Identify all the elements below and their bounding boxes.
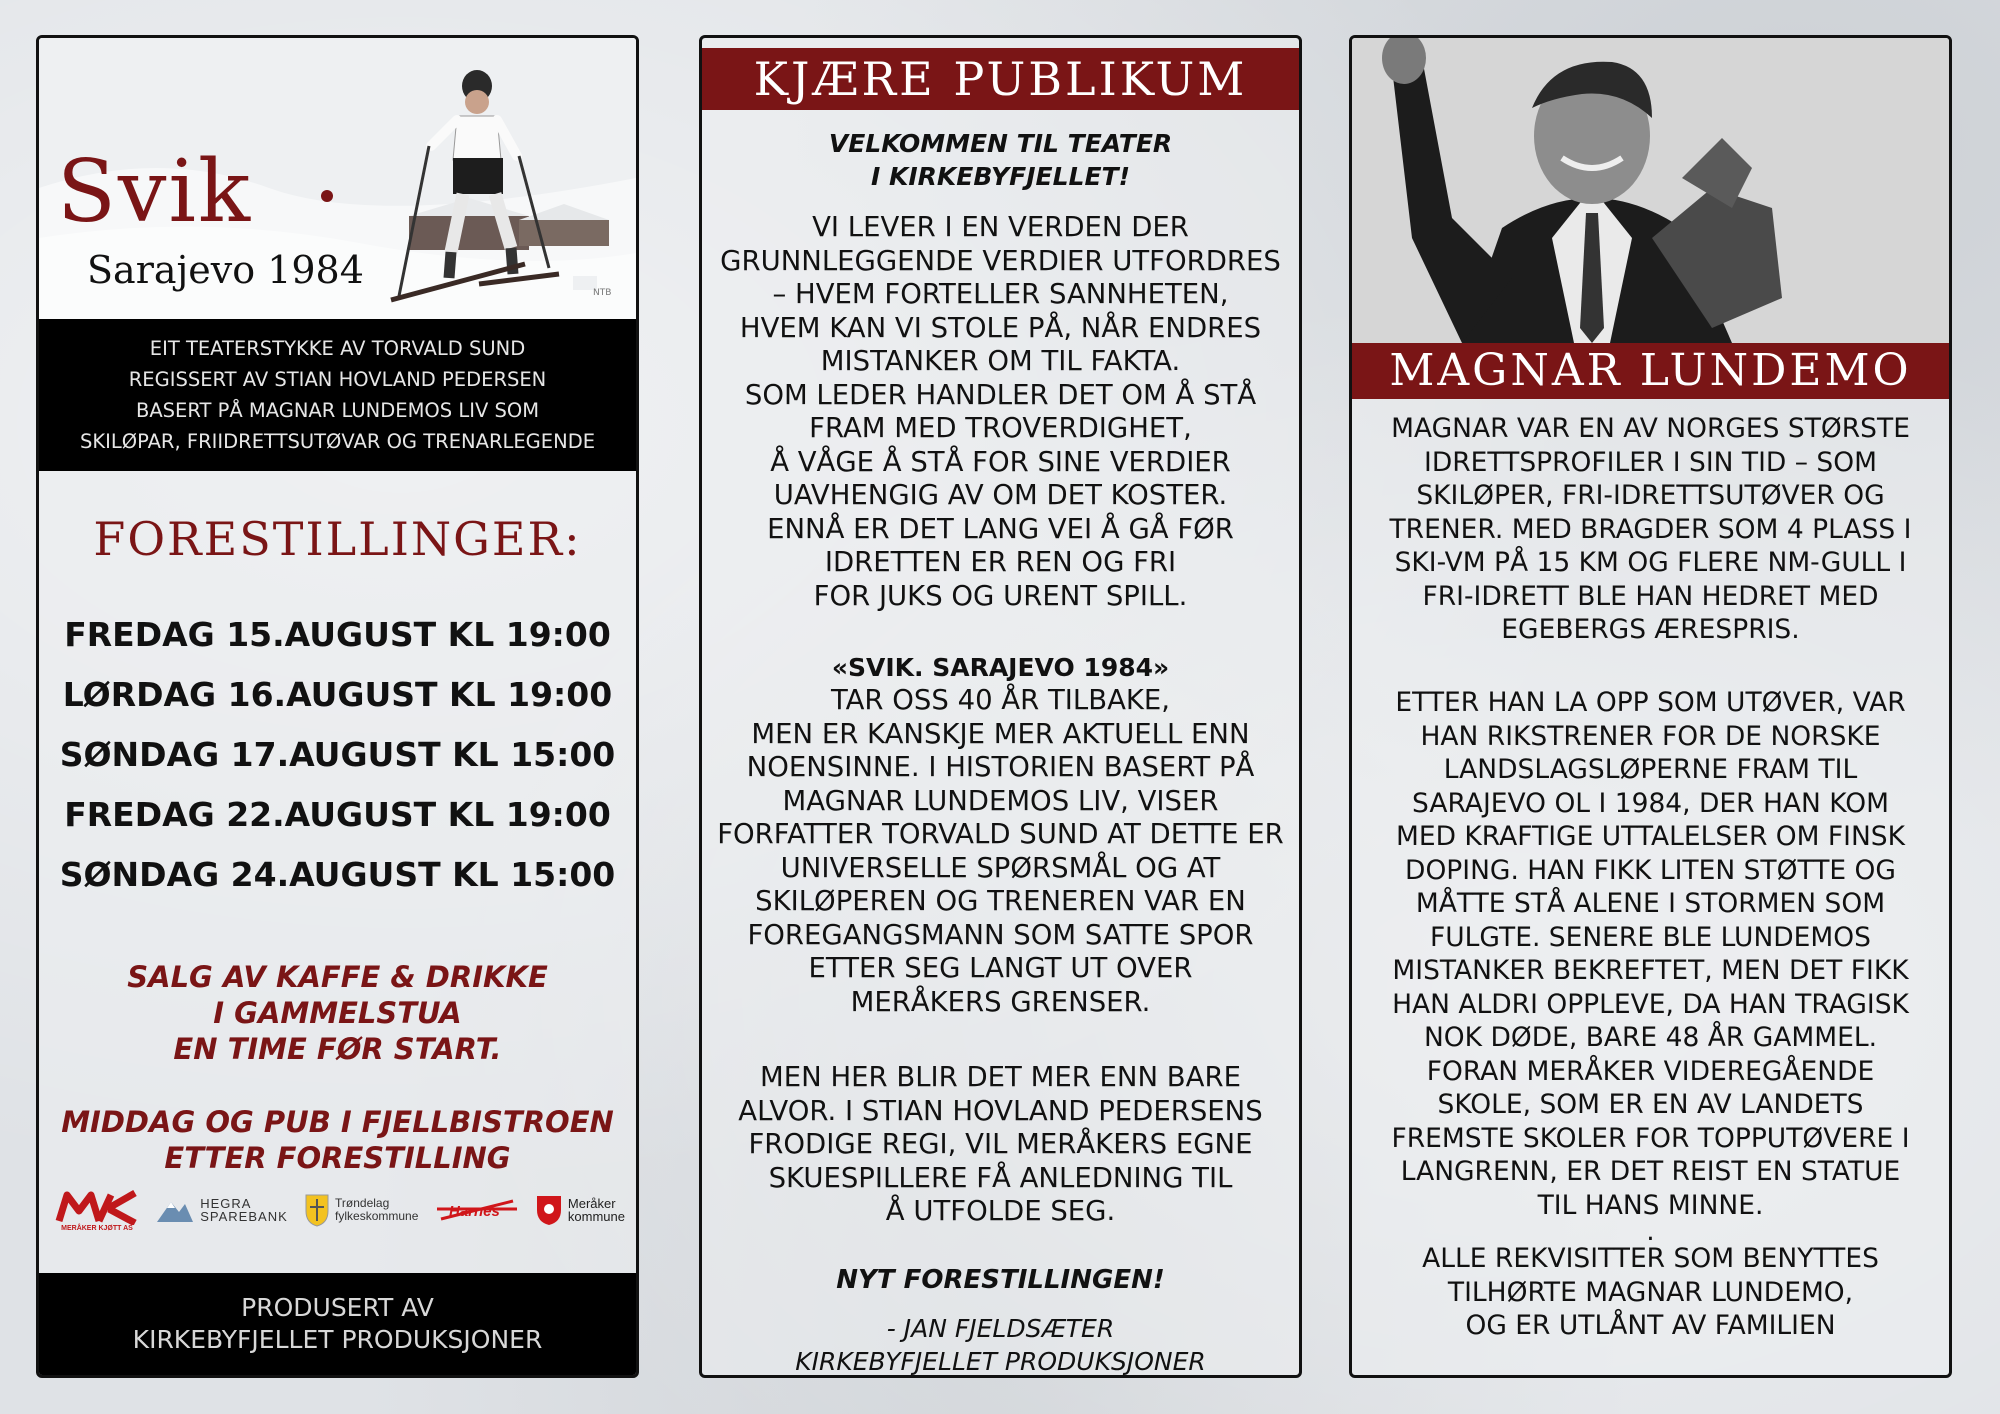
right-panel [1349, 35, 1952, 1378]
text-line: HAN RIKSTRENER FOR DE NORSKE [1420, 720, 1881, 752]
paragraph-direction [702, 1061, 1299, 1229]
text-line: – HVEM FORTELLER SANNHETEN, [772, 278, 1229, 310]
sponsor-name: Meråker [567, 1196, 616, 1211]
sponsor-name: SPAREBANK [200, 1209, 288, 1224]
text-line: SKI-VM PÅ 15 KM OG FLERE NM-GULL I [1394, 547, 1907, 578]
harnes-logo [435, 1195, 519, 1225]
text-line: TAR OSS 40 ÅR TILBAKE, [830, 684, 1171, 716]
text-line: FULGTE. SENERE BLE LUNDEMOS [1430, 921, 1871, 953]
text-line: MEN ER KANSKJE MER AKTUELL ENN [751, 717, 1250, 750]
text-line: Å UTFOLDE SEG. [885, 1195, 1116, 1227]
text-line: NOENSINNE. I HISTORIEN BASERT PÅ [746, 751, 1255, 783]
text-line: SKILØPER, FRI-IDRETTSUTØVER OG [1416, 480, 1885, 511]
text-line: SKOLE, SOM ER EN AV LANDETS [1437, 1089, 1864, 1120]
performances-heading: FORESTILLINGER: [93, 512, 582, 566]
play-quote-title: «SVIK. SARAJEVO 1984» [831, 653, 1170, 682]
title-dot [321, 190, 333, 202]
text-line: DOPING. HAN FIKK LITEN STØTTE OG [1405, 854, 1896, 886]
text-line: MAGNAR VAR EN AV NORGES STØRSTE [1391, 413, 1910, 444]
text-line: MÅTTE STÅ ALENE I STORMEN SOM [1415, 888, 1886, 919]
intro-line: VELKOMMEN TIL TEATER [828, 129, 1173, 158]
meraker-kjott-logo [55, 1189, 139, 1232]
text-line: HAN ALDRI OPPLEVE, DA HAN TRAGISK [1392, 988, 1909, 1020]
text-line: FREMSTE SKOLER FOR TOPPUTØVERE I [1391, 1122, 1910, 1154]
photo-credit: NTB [593, 288, 612, 298]
lundemo-photo [1352, 38, 1949, 343]
text-line: LANGRENN, ER DET REIST EN STATUE [1400, 1156, 1901, 1187]
text-line: UAVHENGIG AV OM DET KOSTER. [773, 479, 1228, 511]
producer-line: KIRKEBYFJELLET PRODUKSJONER [132, 1325, 543, 1354]
text-line: TIL HANS MINNE. [1537, 1189, 1764, 1221]
middle-panel [699, 35, 1302, 1378]
text-line: FORAN MERÅKER VIDEREGÅENDE [1426, 1055, 1875, 1087]
credit-line: EIT TEATERSTYKKE AV TORVALD SUND [149, 337, 526, 360]
text-line: ENNÅ ER DET LANG VEI Å GÅ FØR [767, 512, 1234, 545]
play-title: Svik [57, 142, 253, 242]
text-line: FRI-IDRETT BLE HAN HEDRET MED [1422, 580, 1879, 612]
text-line: IDRETTEN ER REN OG FRI [824, 546, 1177, 578]
dinner-line: MIDDAG OG PUB I FJELLBISTROEN [61, 1105, 614, 1139]
text-line: LANDSLAGSLØPERNE FRAM TIL [1443, 754, 1858, 785]
harnes-icon [435, 1195, 519, 1225]
credit-line: SKILØPAR, FRIIDRETTSUTØVAR OG TRENARLEGENDE [79, 430, 596, 453]
text-line: Å VÅGE Å STÅ FOR SINE VERDIER [770, 445, 1231, 478]
text-line: FOR JUKS OG URENT SPILL. [813, 579, 1188, 612]
text-line: FRAM MED TROVERDIGHET, [809, 412, 1192, 444]
cafe-info [39, 959, 636, 1067]
text-line: MERÅKERS GRENSER. [850, 985, 1151, 1018]
performance-date: FREDAG 22.AUGUST KL 19:00 [64, 795, 611, 834]
performance-date: SØNDAG 17.AUGUST KL 15:00 [59, 735, 616, 774]
welcome-intro [702, 127, 1299, 193]
poster-hero [39, 38, 636, 319]
text-line: VI LEVER I EN VERDEN DER [812, 211, 1189, 243]
cafe-line: I GAMMELSTUA [213, 996, 462, 1030]
text-line: TRENER. MED BRAGDER SOM 4 PLASS I [1389, 513, 1912, 545]
sponsor-name: Harnes [448, 1203, 500, 1220]
text-line: EGEBERGS ÆRESPRIS. [1501, 614, 1800, 645]
text-line: MISTANKER OM TIL FAKTA. [820, 345, 1181, 377]
text-line: FORFATTER TORVALD SUND AT DETTE ER [717, 818, 1284, 850]
shield-icon [304, 1193, 330, 1227]
mk-icon [55, 1189, 139, 1225]
shield-icon [535, 1194, 563, 1226]
cafe-line: EN TIME FØR START. [173, 1032, 502, 1066]
text-line: UNIVERSELLE SPØRSMÅL OG AT [780, 851, 1221, 884]
text-line: TILHØRTE MAGNAR LUNDEMO, [1447, 1276, 1854, 1308]
text-line: NOK DØDE, BARE 48 ÅR GAMMEL. [1423, 1022, 1878, 1053]
sponsor-name: fylkeskommune [335, 1209, 419, 1223]
paragraph-values [702, 211, 1299, 613]
text-line: IDRETTSPROFILER I SIN TID – SOM [1424, 446, 1877, 478]
text-line: MED KRAFTIGE UTTALELSER OM FINSK [1395, 821, 1906, 852]
sponsor-name: HEGRA [200, 1196, 252, 1211]
cafe-line: SALG AV KAFFE & DRIKKE [127, 960, 548, 994]
text-line: MISTANKER BEKREFTET, MEN DET FIKK [1392, 955, 1909, 986]
portrait-photo [1352, 38, 1949, 343]
producer-line: PRODUSERT AV [241, 1293, 434, 1322]
sponsor-logos [55, 1181, 625, 1239]
sponsor-name: MERÅKER KJØTT AS [61, 1224, 133, 1232]
performance-list [39, 610, 636, 910]
text-line: FRODIGE REGI, VIL MERÅKERS EGNE [748, 1128, 1253, 1160]
play-subtitle: Sarajevo 1984 [87, 248, 364, 292]
text-line: SKILØPEREN OG TRENEREN VAR EN [755, 885, 1246, 917]
text-line: HVEM KAN VI STOLE PÅ, NÅR ENDRES [739, 311, 1262, 344]
intro-line: I KIRKEBYFJELLET! [870, 162, 1131, 191]
signature [702, 1312, 1299, 1378]
text-line: MEN HER BLIR DET MER ENN BARE [760, 1061, 1241, 1093]
signature-line: - JAN FJELDSÆTER [886, 1314, 1115, 1343]
performance-date: LØRDAG 16.AUGUST KL 19:00 [62, 675, 613, 714]
welcome-heading: KJÆRE PUBLIKUM [702, 48, 1299, 110]
paragraph-play [702, 684, 1299, 1019]
producer-band [39, 1273, 636, 1375]
text-line: ALVOR. I STIAN HOVLAND PEDERSENS [738, 1094, 1263, 1127]
trondelag-fylkeskommune-logo [304, 1193, 418, 1227]
text-line: FOREGANGSMANN SOM SATTE SPOR [747, 918, 1254, 951]
left-panel [36, 35, 639, 1378]
credit-line: BASERT PÅ MAGNAR LUNDEMOS LIV SOM [135, 399, 540, 422]
lundemo-heading: MAGNAR LUNDEMO [1352, 343, 1949, 399]
meraker-kommune-logo [535, 1194, 625, 1226]
dinner-info [39, 1104, 636, 1176]
text-line: OG ER UTLÅNT AV FAMILIEN [1465, 1310, 1836, 1341]
performance-date: SØNDAG 24.AUGUST KL 15:00 [59, 855, 616, 894]
separator-dot: . [1646, 1216, 1655, 1247]
signature-line: KIRKEBYFJELLET PRODUKSJONER [795, 1347, 1206, 1376]
text-line: SOM LEDER HANDLER DET OM Å STÅ [744, 378, 1257, 411]
text-line: GRUNNLEGGENDE VERDIER UTFORDRES [720, 244, 1281, 277]
credits-band [39, 319, 636, 471]
text-line: ALLE REKVISITTER SOM BENYTTES [1422, 1243, 1879, 1274]
hegra-sparebank-logo [155, 1194, 288, 1226]
mountain-icon [155, 1194, 195, 1226]
text-line: SARAJEVO OL I 1984, DER HAN KOM [1412, 787, 1889, 819]
dinner-line: ETTER FORESTILLING [164, 1141, 511, 1175]
credit-line: REGISSERT AV STIAN HOVLAND PEDERSEN [128, 368, 547, 391]
closing-line: NYT FORESTILLINGEN! [836, 1265, 1165, 1295]
text-line: SKUESPILLERE FÅ ANLEDNING TIL [768, 1161, 1233, 1194]
career-paragraph [1352, 686, 1949, 1343]
performance-date: FREDAG 15.AUGUST KL 19:00 [64, 615, 611, 654]
sponsor-name: Trøndelag [335, 1196, 390, 1210]
text-line: MAGNAR LUNDEMOS LIV, VISER [782, 784, 1219, 817]
text-line: ETTER SEG LANGT UT OVER [808, 952, 1193, 984]
bio-paragraph [1352, 412, 1949, 647]
sponsor-name: kommune [567, 1209, 625, 1224]
text-line: ETTER HAN LA OPP SOM UTØVER, VAR [1395, 687, 1906, 718]
